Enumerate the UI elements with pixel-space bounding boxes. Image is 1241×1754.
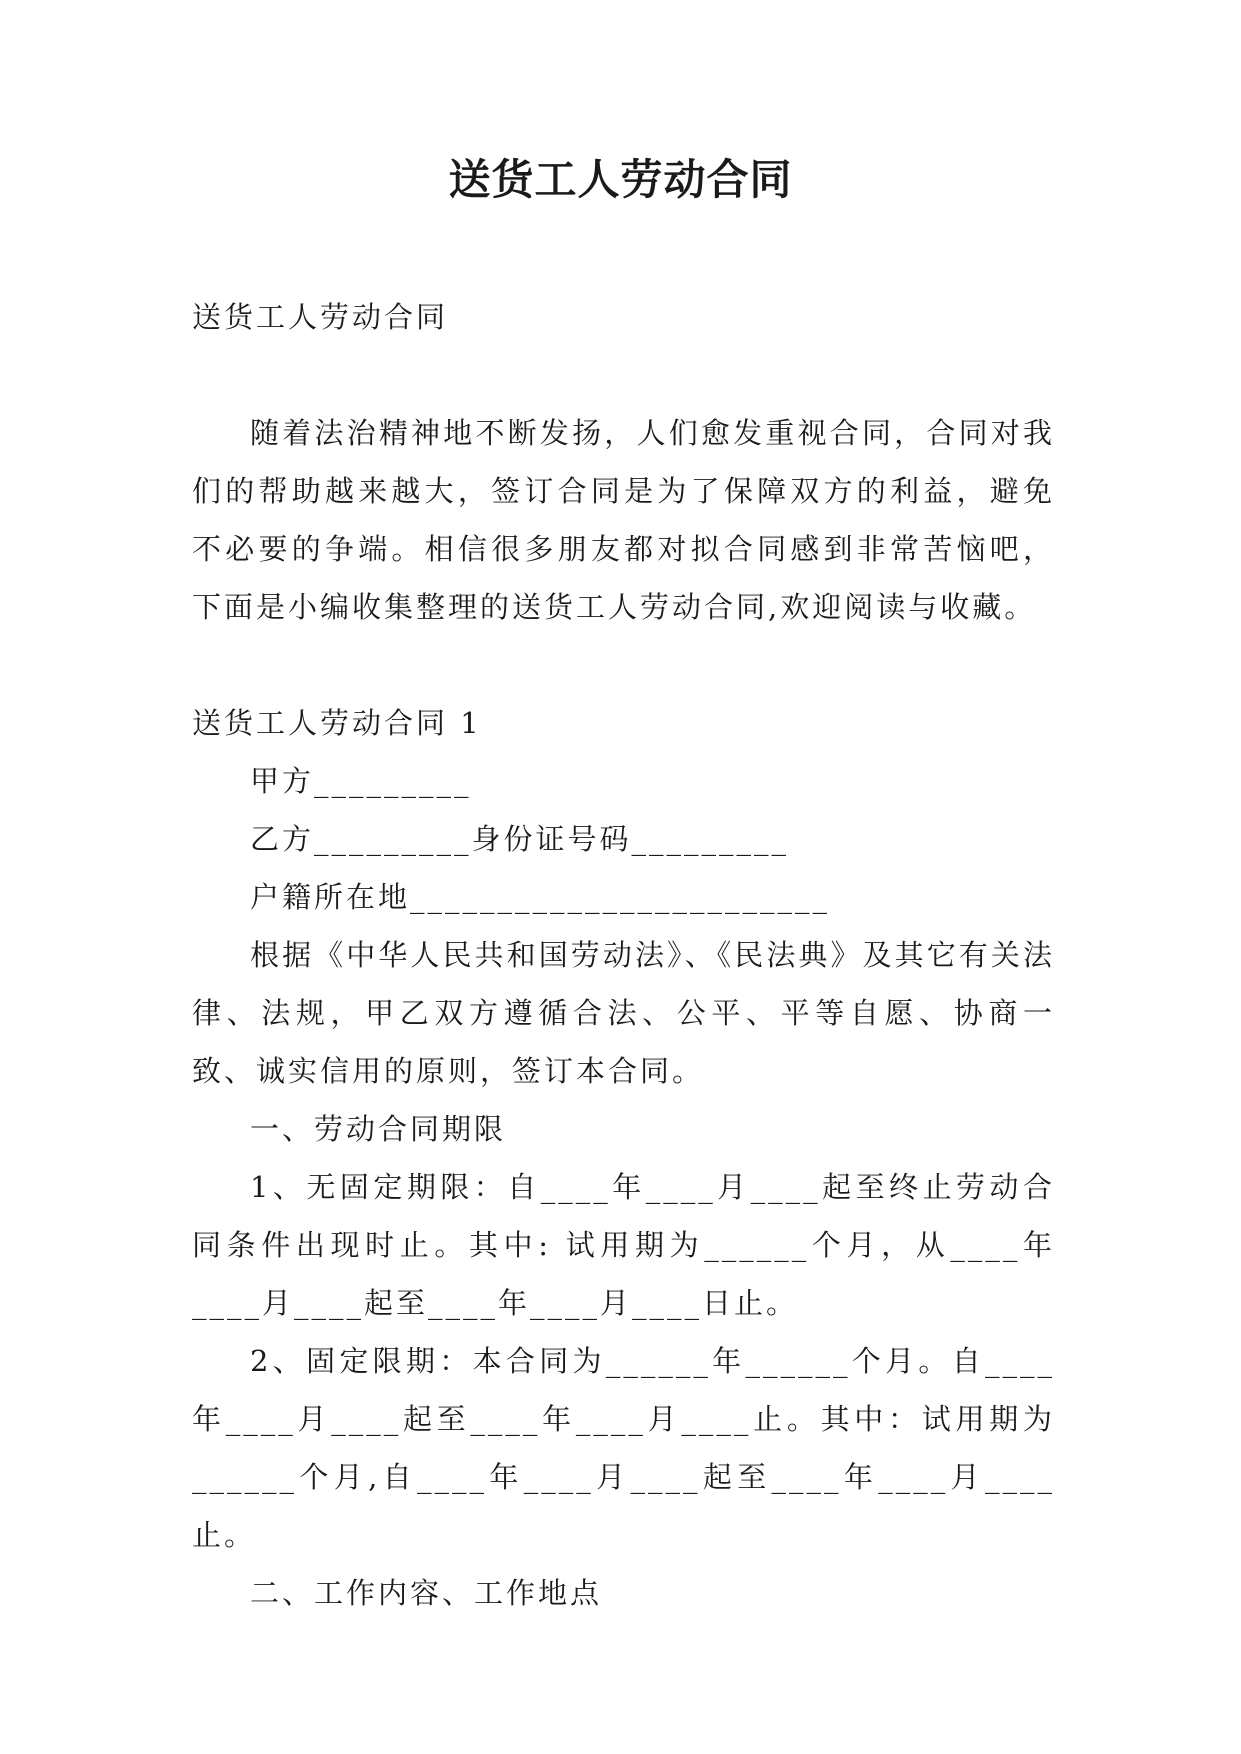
term-clause-1: 1、无固定期限：自____年____月____起至终止劳动合同条件出现时止。其中: 试用期为______个月，从____年____月____起至____年____月____日止。 bbox=[192, 1170, 1055, 1320]
document-title: 送货工人劳动合同 bbox=[448, 155, 793, 204]
document-body bbox=[192, 288, 1055, 1622]
work-heading: 二、工作内容、工作地点 bbox=[250, 1576, 603, 1610]
basis-paragraph: 根据《中华人民共和国劳动法》、《民法典》及其它有关法律、法规，甲乙双方遵循合法、公平、平等自愿、协商一致、诚实信用的原则，签订本合同。 bbox=[192, 938, 1055, 1088]
residence-line: 户籍所在地________________________ bbox=[250, 880, 831, 914]
intro-paragraph: 随着法治精神地不断发扬，人们愈发重视合同，合同对我们的帮助越来越大，签订合同是为了保障双方的利益，避免不必要的争端。相信很多朋友都对拟合同感到非常苦恼吧，下面是小编收集整理的送货工人劳动合同,欢迎阅读与收藏。 bbox=[192, 416, 1055, 624]
party-a-line: 甲方_________ bbox=[250, 764, 472, 798]
document-subtitle: 送货工人劳动合同 bbox=[192, 300, 449, 334]
section-title: 送货工人劳动合同 1 bbox=[192, 706, 482, 740]
term-clause-2: 2、固定限期：本合同为______年______个月。自____年____月____起至____年____月____止。其中：试用期为______个月,自____年____月____起至____年____月____止。 bbox=[192, 1344, 1055, 1552]
party-b-line: 乙方_________身份证号码_________ bbox=[250, 822, 790, 856]
term-heading: 一、劳动合同期限 bbox=[250, 1112, 507, 1146]
